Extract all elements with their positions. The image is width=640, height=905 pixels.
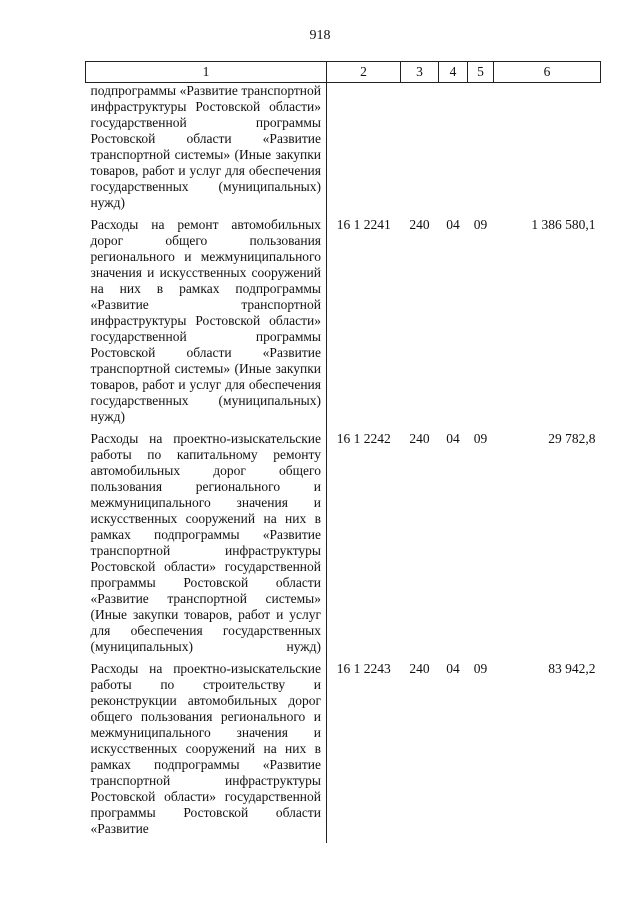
row-expense-type	[401, 83, 439, 218]
row-target-code: 16 1 2242	[336, 431, 391, 446]
row-subsection	[468, 83, 494, 218]
page-number: 918	[309, 28, 331, 43]
table-row	[86, 83, 601, 218]
row-section: 04	[446, 661, 460, 676]
row-section: 04	[446, 431, 460, 446]
row-description: подпрограммы «Развитие транспортной инфраструктуры Ростовской области» государственной программы Ростовской области «Развитие транспортной системы» (Иные закупки товаров, работ и услуг для обеспечения государственных (муниципальных) нужд)	[86, 83, 327, 218]
column-header-1: 1	[86, 62, 327, 83]
row-expense-type: 240	[409, 217, 430, 232]
row-amount: 1 386 580,1	[531, 217, 596, 232]
column-header-3: 3	[401, 62, 439, 83]
row-target-code	[327, 83, 401, 218]
table-header-row	[86, 62, 601, 83]
row-section	[439, 83, 468, 218]
table-row	[86, 661, 601, 843]
row-subsection: 09	[473, 431, 488, 446]
row-target-code: 16 1 2243	[336, 661, 391, 676]
row-expense-type: 240	[409, 661, 430, 676]
row-subsection: 09	[473, 217, 488, 232]
row-expense-type: 240	[409, 431, 430, 446]
row-description: Расходы на ремонт автомобильных дорог общего пользования регионального и межмуниципального значения и искусственных сооружений на них в рамках подпрограммы «Развитие транспортной инфраструктуры Ростовской области» государственной программы Ростовской области «Развитие транспортной системы» (Иные закупки товаров, работ и услуг для обеспечения государственных (муниципальных) нужд)	[86, 217, 327, 431]
row-amount: 83 942,2	[548, 661, 596, 676]
column-header-5: 5	[468, 62, 494, 83]
column-header-2: 2	[327, 62, 401, 83]
column-header-6: 6	[494, 62, 601, 83]
row-description: Расходы на проектно-изыскательские работы по строительству и реконструкции автомобильных дорог общего пользования регионального и межмуниципального значения и искусственных сооружений на них в рамках подпрограммы «Развитие транспортной инфраструктуры Ростовской области» государственной программы Ростовской области «Развитие	[86, 661, 327, 843]
row-subsection: 09	[473, 661, 488, 676]
row-amount	[494, 83, 601, 218]
budget-table	[85, 61, 601, 843]
table-row	[86, 217, 601, 431]
row-section: 04	[446, 217, 460, 232]
row-amount: 29 782,8	[548, 431, 596, 446]
row-target-code: 16 1 2241	[336, 217, 391, 232]
row-description: Расходы на проектно-изыскательские работы по капитальному ремонту автомобильных дорог общего пользования регионального и межмуниципального значения и искусственных сооружений на них в рамках подпрограммы «Развитие транспортной инфраструктуры Ростовской области» государственной программы Ростовской области «Развитие транспортной системы» (Иные закупки товаров, работ и услуг для обеспечения государственных (муниципальных) нужд)	[86, 431, 327, 661]
column-header-4: 4	[439, 62, 468, 83]
table-row	[86, 431, 601, 661]
